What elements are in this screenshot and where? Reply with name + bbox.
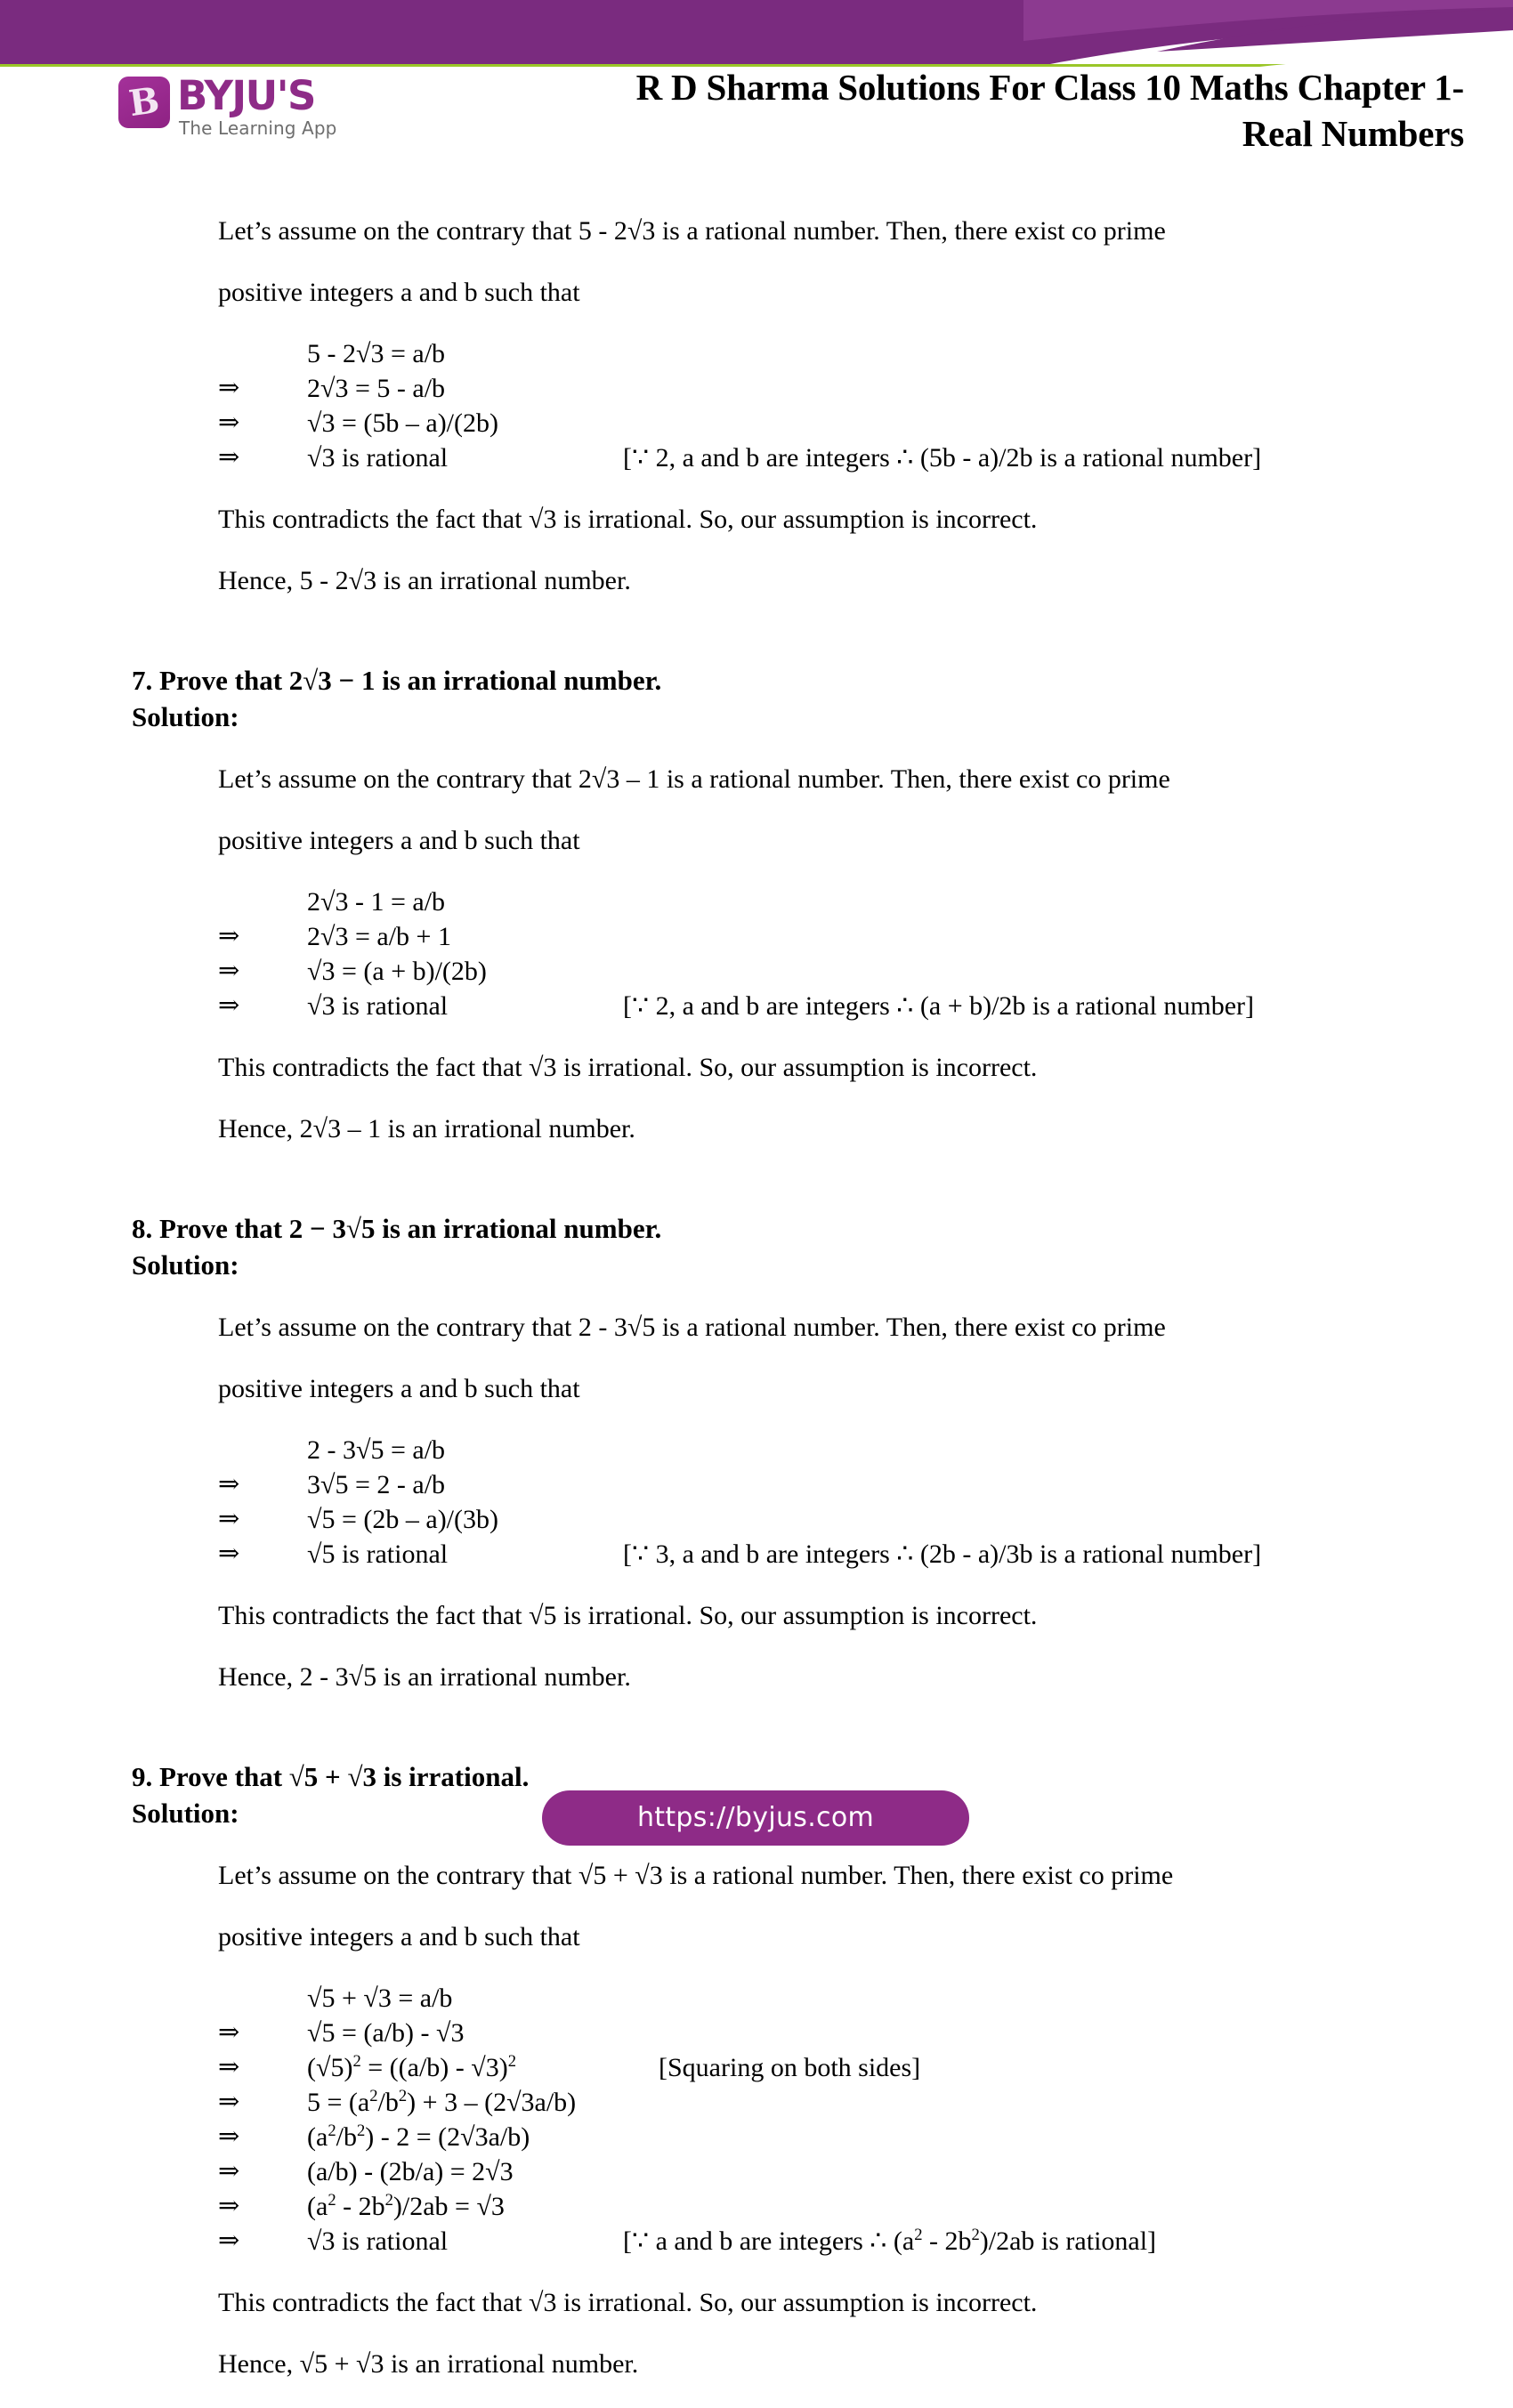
- equation-expression: √3 = (a + b)/(2b): [307, 957, 487, 986]
- implies-arrow-icon: ⇒: [218, 1539, 240, 1568]
- implies-arrow-icon: ⇒: [218, 2226, 240, 2255]
- equation-expression: √3 is rational: [307, 443, 449, 473]
- conclusion-line: Hence, √5 + √3 is an irrational number.: [218, 2349, 639, 2379]
- implies-arrow-icon: ⇒: [218, 957, 240, 985]
- contradiction-line: This contradicts the fact that √3 is irrational. So, our assumption is incorrect.: [218, 505, 1038, 534]
- block-q9: [0, 1758, 1513, 2381]
- equation-step: [0, 2016, 1513, 2050]
- equation-expression: √5 is rational: [307, 1539, 449, 1569]
- byjus-wordmark: BYJU'S: [177, 72, 315, 119]
- implies-arrow-icon: ⇒: [218, 2157, 240, 2186]
- conclusion-line: Hence, 2√3 – 1 is an irrational number.: [218, 1114, 635, 1143]
- solution-label: Solution:: [132, 1249, 239, 1281]
- equation-annotation: [∵ a and b are integers ∴ $(a^2 - 2b^2)/2ab$ is rational]: [623, 2226, 1157, 2256]
- equation-expression: $(a^2/b^2) - 2 = (2√3a/b)$: [307, 2121, 530, 2152]
- equation-step: [0, 2224, 1513, 2259]
- equation-step: [0, 2085, 1513, 2120]
- equation-annotation: [∵ 3, a and b are integers ∴ (2b - a)/3b is a rational number]: [623, 1539, 1262, 1569]
- equation-annotation: [Squaring on both sides]: [659, 2053, 921, 2082]
- equation-expression: 2√3 = 5 - a/b: [307, 374, 446, 403]
- implies-arrow-icon: ⇒: [218, 443, 240, 472]
- page-title-line-2: Real Numbers: [1242, 113, 1464, 154]
- block-q7: [0, 662, 1513, 1146]
- equation-step: [0, 406, 1513, 440]
- solution-intro-line-1: Let’s assume on the contrary that √5 + √3 is a rational number. Then, there exist co prime: [218, 1861, 1174, 1890]
- equation-expression: $5 = (a^2/b^2) + 3 - (2√3a/b)$: [307, 2087, 577, 2117]
- equation-step: [0, 954, 1513, 989]
- equation-expression: √3 is rational: [307, 2226, 449, 2256]
- contradiction-line: This contradicts the fact that √3 is irrational. So, our assumption is incorrect.: [218, 2288, 1038, 2317]
- implies-arrow-icon: ⇒: [218, 2122, 240, 2151]
- equation-expression: √3 = (5b – a)/(2b): [307, 408, 498, 438]
- implies-arrow-icon: ⇒: [218, 2088, 240, 2116]
- equation-step: [0, 2189, 1513, 2224]
- logo-b-glyph: B: [125, 78, 162, 125]
- solution-intro-line-2: positive integers a and b such that: [218, 278, 580, 307]
- equation-expression: 5 - 2√3 = a/b: [307, 339, 446, 368]
- equation-expression: $(a^2 - 2b^2)/2ab = √3$: [307, 2191, 505, 2221]
- implies-arrow-icon: ⇒: [218, 991, 240, 1020]
- implies-arrow-icon: ⇒: [218, 1505, 240, 1533]
- section-spacer: [0, 1721, 1513, 1758]
- byjus-logo-mark-icon: [118, 77, 170, 128]
- contradiction-line: This contradicts the fact that √5 is irrational. So, our assumption is incorrect.: [218, 1601, 1038, 1630]
- equation-expression: 2 - 3√5 = a/b: [307, 1435, 446, 1465]
- section-spacer: [0, 1173, 1513, 1210]
- byjus-logo: [118, 72, 385, 146]
- equation-annotation: [∵ 2, a and b are integers ∴ (a + b)/2b is a rational number]: [623, 991, 1255, 1021]
- page-title-line-1: R D Sharma Solutions For Class 10 Maths Chapter 1-: [635, 67, 1464, 108]
- equation-step: [0, 989, 1513, 1023]
- equation-expression: 3√5 = 2 - a/b: [307, 1470, 446, 1499]
- byjus-url-button[interactable]: https://byjus.com: [542, 1790, 969, 1846]
- conclusion-line: Hence, 5 - 2√3 is an irrational number.: [218, 566, 631, 595]
- implies-arrow-icon: ⇒: [218, 922, 240, 950]
- equation-expression: √5 = (2b – a)/(3b): [307, 1505, 498, 1534]
- equation-step: [0, 885, 1513, 919]
- solution-intro-line-1: Let’s assume on the contrary that 2√3 – 1 is a rational number. Then, there exist co prime: [218, 764, 1170, 794]
- implies-arrow-icon: ⇒: [218, 1470, 240, 1499]
- equation-step: [0, 2154, 1513, 2189]
- solution-intro-line-1: Let’s assume on the contrary that 5 - 2√3 is a rational number. Then, there exist co prime: [218, 216, 1166, 246]
- solution-label: Solution:: [132, 1798, 239, 1829]
- block-q8: [0, 1210, 1513, 1694]
- equation-step: [0, 371, 1513, 406]
- equation-expression: √5 = (a/b) - √3: [307, 2018, 465, 2048]
- equation-step: [0, 1537, 1513, 1572]
- page-title: [481, 64, 1464, 157]
- equation-step: [0, 440, 1513, 475]
- equation-expression: (a/b) - (2b/a) = 2√3: [307, 2157, 514, 2186]
- implies-arrow-icon: ⇒: [218, 374, 240, 402]
- implies-arrow-icon: ⇒: [218, 2192, 240, 2220]
- equation-expression: 2√3 - 1 = a/b: [307, 887, 446, 917]
- equation-step: [0, 1433, 1513, 1467]
- implies-arrow-icon: ⇒: [218, 2018, 240, 2047]
- equation-step: [0, 1467, 1513, 1502]
- equation-step: [0, 1502, 1513, 1537]
- solution-label: Solution:: [132, 701, 239, 732]
- document-body: [0, 187, 1513, 2408]
- equation-expression: √3 is rational: [307, 991, 449, 1021]
- question-heading: 7. Prove that 2√3 − 1 is an irrational number.: [132, 665, 662, 696]
- equation-step: [0, 2050, 1513, 2085]
- implies-arrow-icon: ⇒: [218, 2053, 240, 2081]
- solution-intro-line-2: positive integers a and b such that: [218, 1374, 580, 1403]
- equation-step: [0, 2120, 1513, 2154]
- equation-expression: $(√5)^2 = ((a/b) - √3)^2$: [307, 2052, 517, 2082]
- question-heading: 9. Prove that √5 + √3 is irrational.: [132, 1761, 530, 1792]
- question-heading: 8. Prove that 2 − 3√5 is an irrational number.: [132, 1213, 662, 1244]
- equation-step: [0, 919, 1513, 954]
- equation-step: [0, 1981, 1513, 2016]
- equation-step: [0, 336, 1513, 371]
- equation-expression: 2√3 = a/b + 1: [307, 922, 451, 951]
- header-banner: [0, 0, 1513, 67]
- solution-intro-line-2: positive integers a and b such that: [218, 1922, 580, 1951]
- equation-annotation: [∵ 2, a and b are integers ∴ (5b - a)/2b is a rational number]: [623, 443, 1262, 473]
- contradiction-line: This contradicts the fact that √3 is irrational. So, our assumption is incorrect.: [218, 1053, 1038, 1082]
- section-spacer: [0, 625, 1513, 662]
- solution-intro-line-2: positive integers a and b such that: [218, 826, 580, 855]
- conclusion-line: Hence, 2 - 3√5 is an irrational number.: [218, 1662, 631, 1692]
- byjus-tagline: The Learning App: [179, 117, 337, 139]
- implies-arrow-icon: ⇒: [218, 408, 240, 437]
- solution-intro-line-1: Let’s assume on the contrary that 2 - 3√5 is a rational number. Then, there exist co prime: [218, 1313, 1166, 1342]
- block-q6-continued: [0, 214, 1513, 598]
- equation-expression: √5 + √3 = a/b: [307, 1984, 453, 2013]
